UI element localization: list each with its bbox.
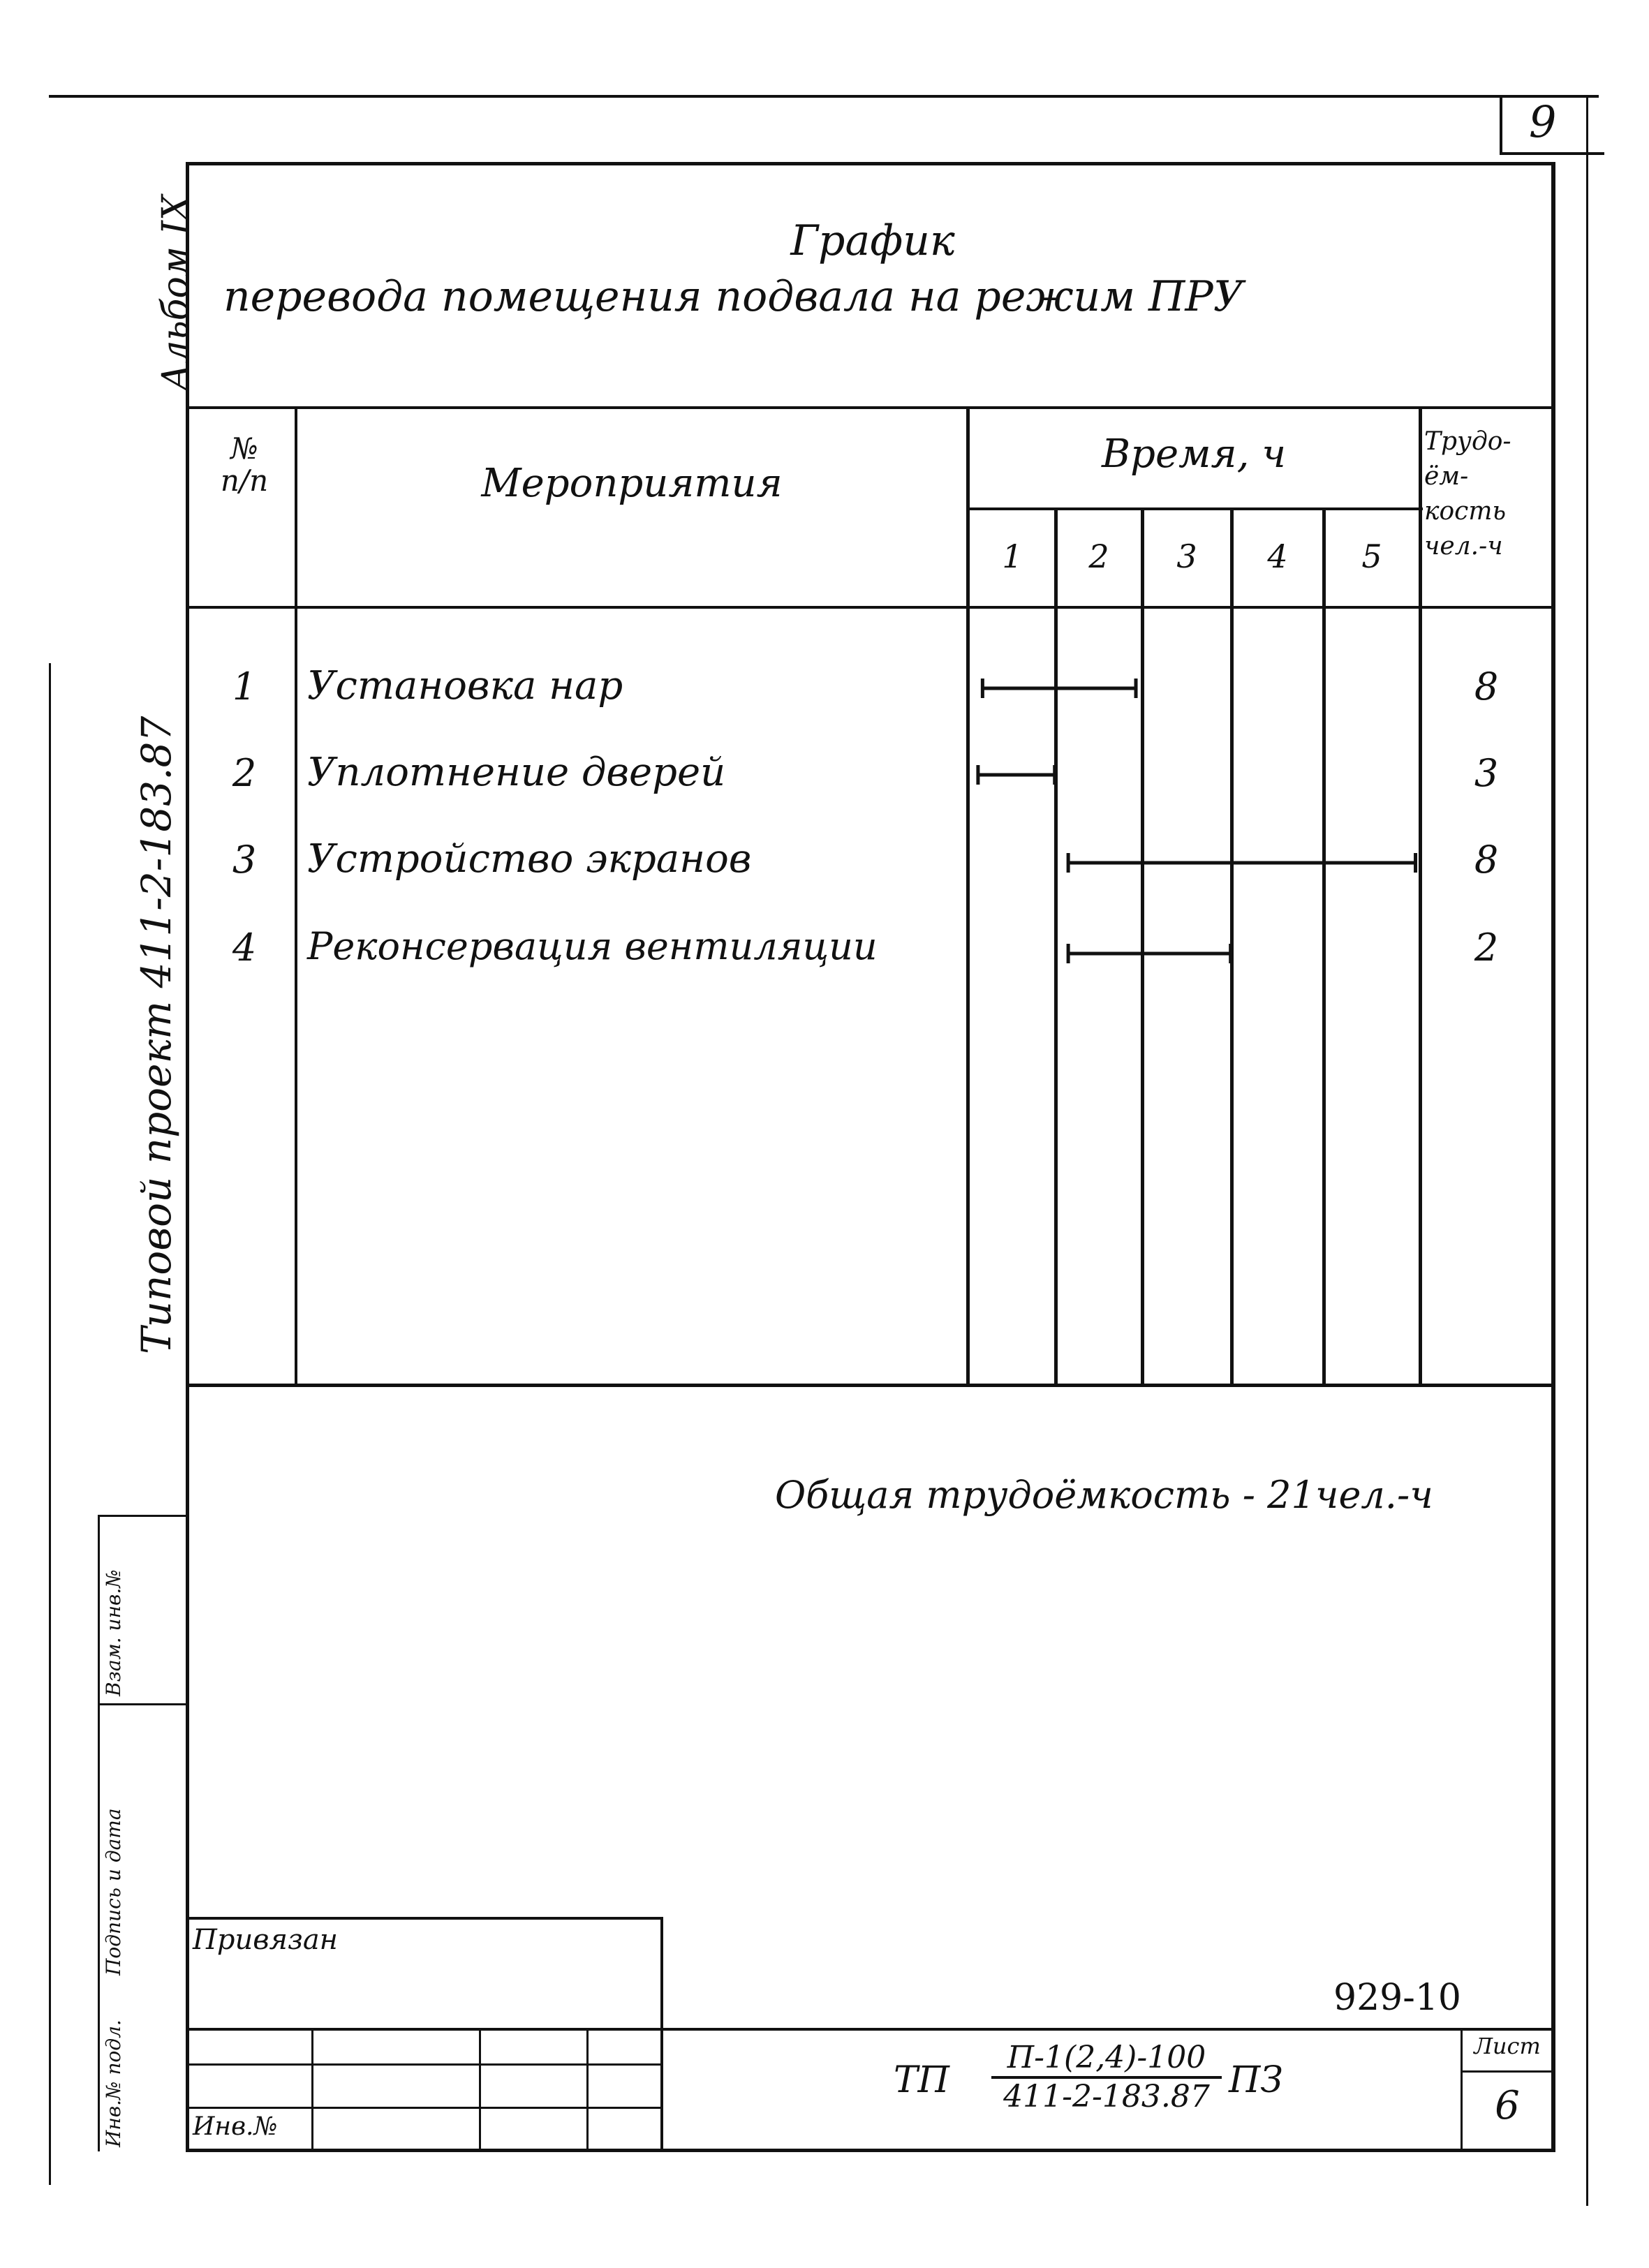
header-labor-line-4: чел.-ч xyxy=(1424,532,1503,561)
code-numerator: П-1(2,4)-100 xyxy=(991,2040,1222,2079)
row-num: 2 xyxy=(232,751,257,795)
page-subtitle: перевода помещения подвала на режим ПРУ xyxy=(223,272,1244,321)
row-labor: 2 xyxy=(1474,926,1499,970)
code-fraction xyxy=(991,2040,1222,2115)
total-labor: Общая трудоёмкость - 21чел.-ч xyxy=(775,1473,1433,1517)
row-activity: Установка нар xyxy=(307,663,623,709)
project-side-label: Типовой проект 411-2-183.87 xyxy=(133,716,180,1354)
row-labor: 8 xyxy=(1474,838,1499,882)
row-activity: Реконсервация вентиляции xyxy=(307,924,878,968)
row-labor: 8 xyxy=(1474,665,1499,709)
header-labor-line-2: ём- xyxy=(1424,462,1469,491)
row-activity: Устройство экранов xyxy=(307,836,752,882)
header-activity: Мероприятия xyxy=(481,461,783,506)
page-number: 9 xyxy=(1529,96,1557,147)
header-hour-1: 1 xyxy=(1002,538,1023,575)
header-labor-line-1: Трудо- xyxy=(1424,427,1511,456)
code-suffix: ПЗ xyxy=(1229,2059,1283,2101)
gantt-bar xyxy=(978,765,1055,785)
doc-number: 929-10 xyxy=(1333,1977,1461,2019)
code-prefix: ТП xyxy=(894,2059,950,2101)
page-title: График xyxy=(790,216,955,265)
header-hour-4: 4 xyxy=(1267,538,1288,575)
header-hour-2: 2 xyxy=(1088,538,1109,575)
stamp-attached: Привязан xyxy=(193,1924,339,1956)
header-labor-line-3: кость xyxy=(1424,497,1507,526)
row-num: 4 xyxy=(232,926,257,970)
row-num: 1 xyxy=(232,665,257,709)
header-num-label: п/п xyxy=(220,464,269,498)
sheet-number: 6 xyxy=(1495,2083,1520,2128)
stamp-replaced-inv: Взам. инв.№ xyxy=(102,1569,125,1696)
gantt-bar xyxy=(982,679,1136,698)
header-hour-3: 3 xyxy=(1176,538,1197,575)
row-num: 3 xyxy=(232,838,257,882)
album-label: Альбом IX xyxy=(155,194,197,391)
header-hour-5: 5 xyxy=(1361,538,1382,575)
gantt-bar xyxy=(1068,853,1415,873)
header-time: Время, ч xyxy=(1101,431,1287,477)
stamp-signature-date: Подпись и дата xyxy=(102,1808,125,1976)
gantt-bar xyxy=(1068,944,1231,963)
header-num-symbol: № xyxy=(230,431,258,466)
stamp-inv-no: Инв.№ xyxy=(193,2112,278,2141)
code-denominator: 411-2-183.87 xyxy=(1003,2079,1210,2114)
sheet-label: Лист xyxy=(1474,2033,1541,2059)
stamp-inv-original: Инв.№ подл. xyxy=(102,2019,125,2147)
row-labor: 3 xyxy=(1474,751,1499,795)
row-activity: Уплотнение дверей xyxy=(307,750,726,795)
